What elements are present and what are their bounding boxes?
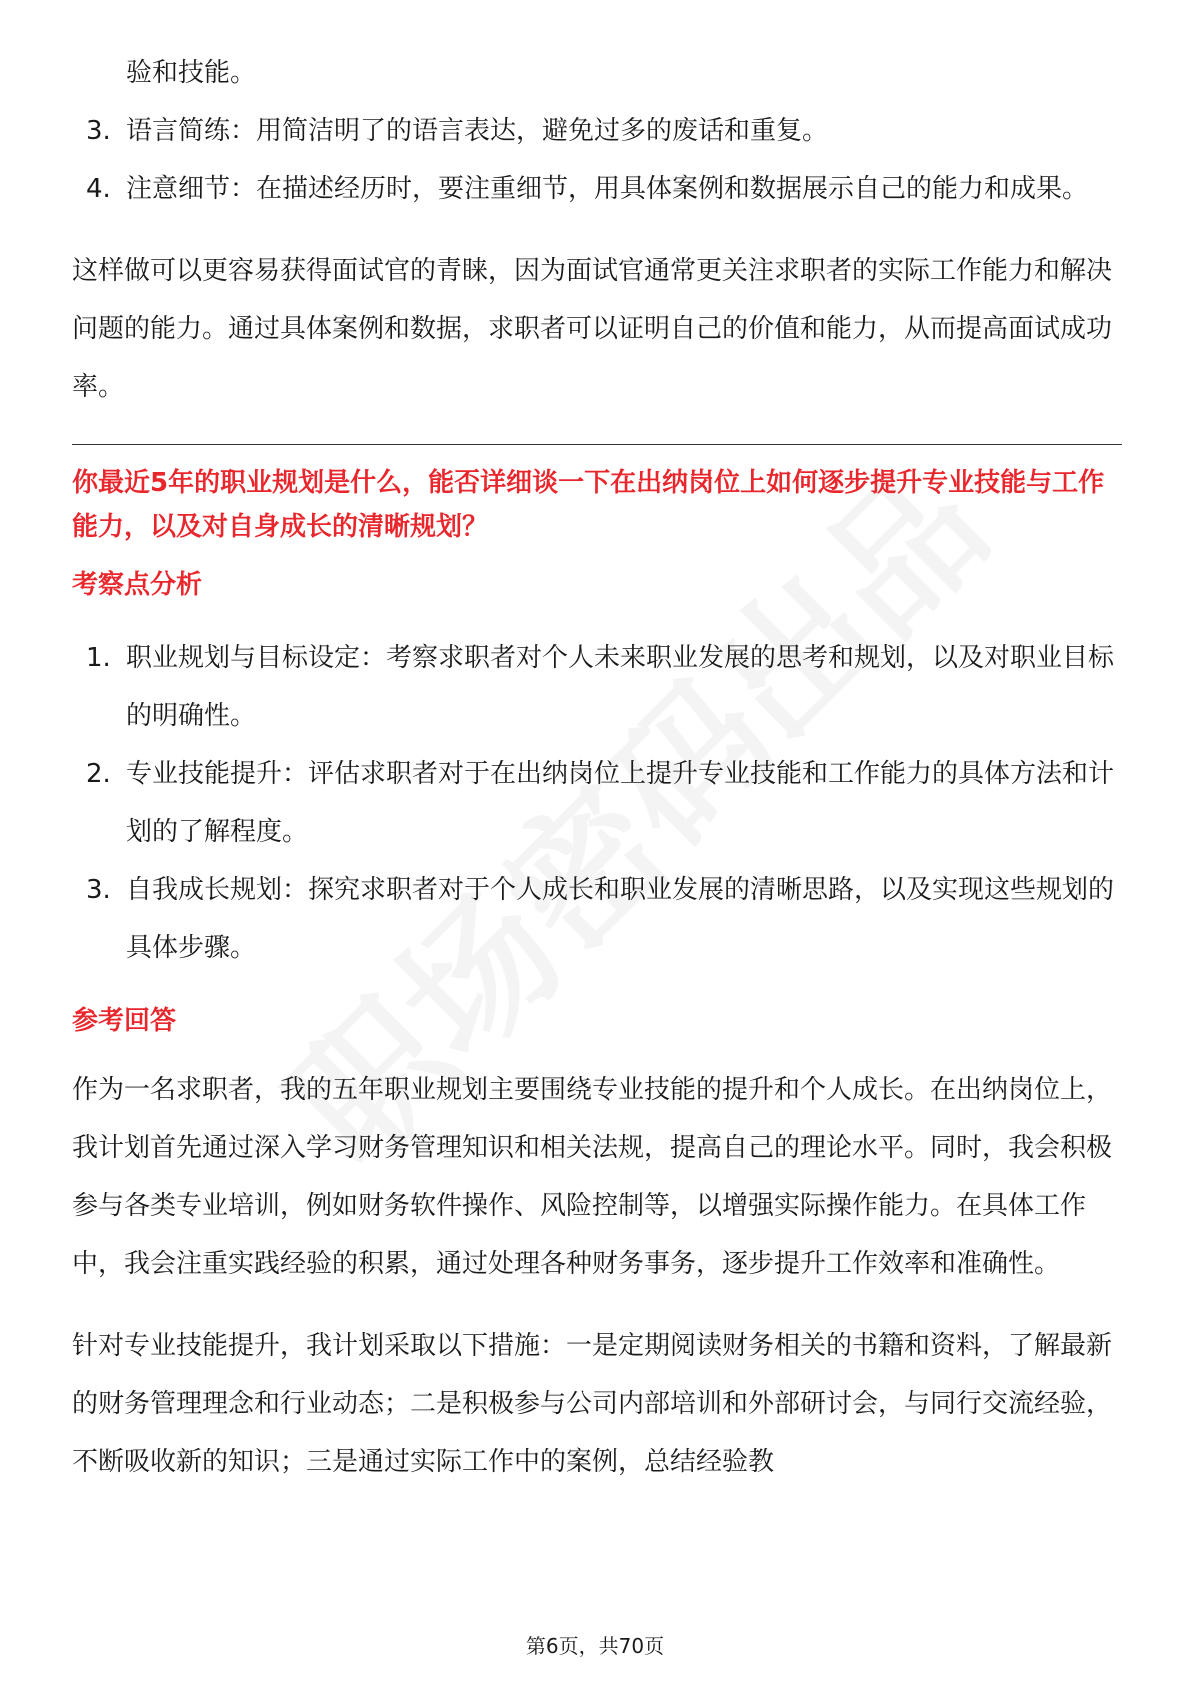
list-number: 3.	[86, 875, 111, 905]
section-divider	[72, 444, 1122, 445]
answer-paragraph: 针对专业技能提升，我计划采取以下措施：一是定期阅读财务相关的书籍和资料，了解最新的财务管理理念和行业动态；二是积极参与公司内部培训和外部研讨会，与同行交流经验，不断吸收新的知识；三是通过实际工作中的案例，总结经验教	[72, 1331, 1113, 1477]
list-number: 3.	[86, 116, 111, 146]
list-text: 语言简练：用简洁明了的语言表达，避免过多的废话和重复。	[126, 116, 829, 146]
list-text: 自我成长规划：探究求职者对于个人成长和职业发展的清晰思路，以及实现这些规划的具体步骤。	[126, 875, 1115, 963]
list-item	[72, 745, 1122, 861]
summary-paragraph: 这样做可以更容易获得面试官的青睐，因为面试官通常更关注求职者的实际工作能力和解决问题的能力。通过具体案例和数据，求职者可以证明自己的价值和能力，从而提高面试成功率。	[72, 256, 1113, 402]
list-item	[72, 102, 1122, 160]
content	[72, 44, 1122, 1491]
continuation-text: 验和技能。	[126, 58, 257, 88]
analysis-list	[72, 629, 1122, 977]
page-number: 第6页，共70页	[525, 1634, 665, 1658]
list-item	[72, 160, 1122, 218]
list-item	[72, 861, 1122, 977]
interview-question: 你最近5年的职业规划是什么，能否详细谈一下在出纳岗位上如何逐步提升专业技能与工作能力，以及对自身成长的清晰规划？	[72, 468, 1105, 542]
list-number: 4.	[86, 174, 111, 204]
analysis-title: 考察点分析	[72, 570, 203, 600]
list-number: 1.	[86, 643, 111, 673]
list-item	[72, 629, 1122, 745]
spacer	[72, 1293, 1122, 1317]
list-number: 2.	[86, 759, 111, 789]
list-text: 职业规划与目标设定：考察求职者对个人未来职业发展的思考和规划，以及对职业目标的明确性。	[126, 643, 1115, 731]
spacer	[72, 218, 1122, 242]
list-text: 注意细节：在描述经历时，要注重细节，用具体案例和数据展示自己的能力和成果。	[126, 174, 1089, 204]
answer-title: 参考回答	[72, 1006, 177, 1036]
tips-list	[72, 102, 1122, 218]
answer-paragraph: 作为一名求职者，我的五年职业规划主要围绕专业技能的提升和个人成长。在出纳岗位上，我计划首先通过深入学习财务管理知识和相关法规，提高自己的理论水平。同时，我会积极参与各类专业培训，例如财务软件操作、风险控制等，以增强实际操作能力。在具体工作中，我会注重实践经验的积累，通过处理各种财务事务，逐步提升工作效率和准确性。	[72, 1075, 1113, 1279]
list-text: 专业技能提升：评估求职者对于在出纳岗位上提升专业技能和工作能力的具体方法和计划的了解程度。	[126, 759, 1115, 847]
